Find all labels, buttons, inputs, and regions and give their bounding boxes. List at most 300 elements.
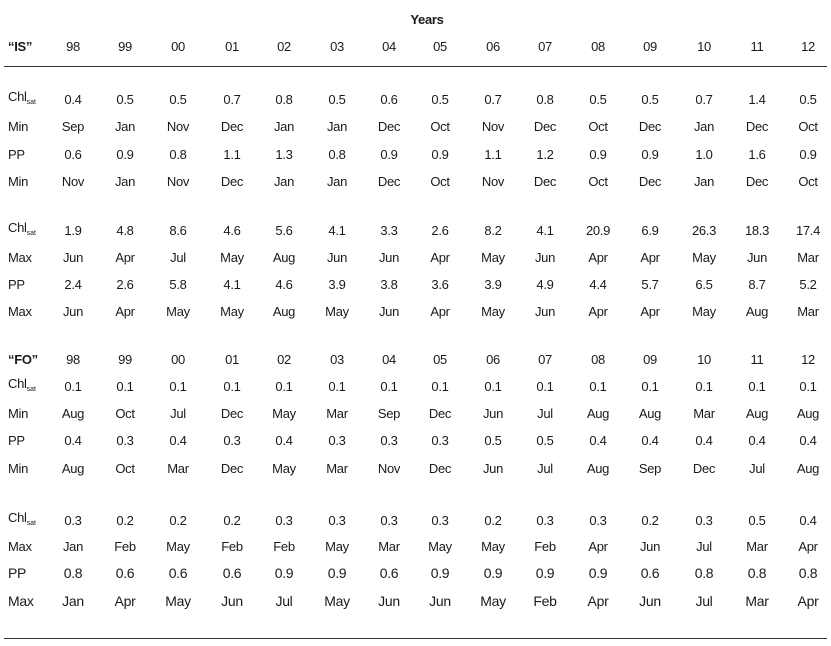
table-cell: 0.9: [641, 147, 659, 162]
table-cell: Jan: [693, 119, 715, 134]
table-cell: 5.8: [169, 277, 187, 292]
table-cell: Dec: [377, 174, 401, 189]
table-cell: May: [692, 304, 716, 319]
table-cell: Oct: [430, 119, 450, 134]
table-cell: 0.2: [169, 513, 187, 528]
table-cell: May: [220, 304, 244, 319]
table-cell: Jul: [170, 250, 186, 265]
table-cell: Oct: [430, 174, 450, 189]
table-cell: 0.1: [223, 379, 241, 394]
table-cell: 0.3: [380, 513, 398, 528]
table-cell: May: [166, 304, 190, 319]
year-header-cell: 02: [277, 352, 291, 367]
table-cell: 20.9: [585, 223, 611, 238]
table-cell: 0.8: [798, 565, 818, 581]
table-cell: 6.9: [641, 223, 659, 238]
row-label: [8, 539, 32, 555]
table-cell: 0.7: [484, 92, 502, 107]
row-label-text: Min: [8, 119, 29, 134]
row-label-text: PP: [8, 433, 25, 448]
table-cell: Jan: [273, 119, 295, 134]
table-cell: 2.6: [116, 277, 134, 292]
row-label-text: Chl: [8, 89, 27, 104]
table-cell: May: [480, 593, 506, 609]
row-label-text: Chl: [8, 220, 27, 235]
table-cell: 3.9: [328, 277, 346, 292]
table-cell: May: [272, 461, 296, 476]
table-cell: May: [481, 250, 505, 265]
table-cell: Jul: [749, 461, 765, 476]
year-header-cell: 00: [171, 352, 185, 367]
table-cell: Aug: [586, 406, 610, 421]
table-cell: 0.5: [116, 92, 134, 107]
year-header-cell: 11: [750, 39, 764, 54]
table-cell: 8.2: [484, 223, 502, 238]
table-cell: Feb: [533, 593, 557, 609]
table-cell: Jun: [62, 250, 84, 265]
year-header-cell: 02: [277, 39, 291, 54]
year-header-cell: 99: [118, 352, 132, 367]
year-header-cell: 04: [382, 39, 396, 54]
table-cell: Jun: [639, 593, 661, 609]
row-label: [8, 376, 36, 398]
table-cell: 0.1: [799, 379, 817, 394]
table-cell: Aug: [796, 461, 820, 476]
year-header-cell: 06: [486, 39, 500, 54]
table-cell: 0.9: [430, 565, 450, 581]
table-cell: Apr: [588, 250, 608, 265]
row-label: [8, 89, 36, 111]
table-cell: Jan: [114, 174, 136, 189]
table-cell: Sep: [61, 119, 85, 134]
table-cell: Jun: [429, 593, 451, 609]
year-header-cell: 08: [591, 352, 605, 367]
table-cell: Apr: [588, 304, 608, 319]
table-cell: Jun: [221, 593, 243, 609]
table-cell: Nov: [481, 174, 505, 189]
table-cell: 0.6: [64, 147, 82, 162]
table-cell: 0.1: [328, 379, 346, 394]
year-header-cell: 08: [591, 39, 605, 54]
table-cell: 18.3: [744, 223, 770, 238]
row-label: [8, 250, 32, 266]
table-cell: Dec: [220, 119, 244, 134]
row-label: [8, 119, 28, 135]
table-cell: 0.3: [536, 513, 554, 528]
table-cell: 0.8: [747, 565, 767, 581]
table-cell: 26.3: [691, 223, 717, 238]
table-cell: Oct: [115, 406, 135, 421]
table-cell: Jun: [639, 539, 661, 554]
row-label-text: Max: [8, 593, 34, 609]
row-label-subscript: sat: [26, 230, 36, 237]
table-cell: Dec: [428, 406, 452, 421]
table-cell: 0.2: [641, 513, 659, 528]
table-cell: 1.2: [536, 147, 554, 162]
table-cell: 0.5: [328, 92, 346, 107]
row-label-text: Min: [8, 174, 29, 189]
table-cell: 1.9: [64, 223, 82, 238]
table-cell: Sep: [638, 461, 662, 476]
year-header-cell: 05: [433, 352, 447, 367]
table-cell: 0.4: [275, 433, 293, 448]
table-cell: Mar: [693, 406, 715, 421]
table-cell: 0.8: [275, 92, 293, 107]
year-header-cell: 03: [330, 352, 344, 367]
table-cell: May: [325, 304, 349, 319]
table-cell: May: [324, 593, 350, 609]
table-cell: Feb: [273, 539, 295, 554]
row-label-text: PP: [8, 565, 27, 581]
row-label-text: Max: [8, 304, 32, 319]
table-cell: 4.8: [116, 223, 134, 238]
year-header-cell: 00: [171, 39, 185, 54]
table-cell: 0.1: [748, 379, 766, 394]
table-cell: 0.8: [694, 565, 714, 581]
year-header-cell: 05: [433, 39, 447, 54]
table-cell: May: [428, 539, 452, 554]
table-cell: Aug: [638, 406, 662, 421]
table-cell: 0.3: [431, 513, 449, 528]
table-cell: 0.3: [116, 433, 134, 448]
table-cell: 0.9: [380, 147, 398, 162]
row-label: [8, 433, 25, 449]
table-cell: 0.3: [275, 513, 293, 528]
table-cell: 0.8: [63, 565, 83, 581]
table-cell: Jun: [746, 250, 768, 265]
row-label-text: Max: [8, 539, 32, 554]
table-cell: 0.5: [748, 513, 766, 528]
row-label: [8, 277, 25, 293]
table-cell: 0.4: [799, 513, 817, 528]
row-label: [8, 174, 28, 190]
table-cell: Aug: [796, 406, 820, 421]
table-cell: 0.4: [64, 433, 82, 448]
table-cell: 0.4: [695, 433, 713, 448]
table-cell: 0.1: [275, 379, 293, 394]
table-cell: Mar: [746, 539, 768, 554]
table-cell: 0.9: [799, 147, 817, 162]
table-cell: 0.4: [169, 433, 187, 448]
table-cell: Dec: [533, 174, 557, 189]
table-cell: Jul: [537, 406, 553, 421]
table-cell: May: [165, 593, 191, 609]
table-cell: 0.3: [223, 433, 241, 448]
table-cell: Dec: [377, 119, 401, 134]
table-cell: Jan: [326, 119, 348, 134]
table-cell: 0.9: [327, 565, 347, 581]
table-cell: Nov: [166, 174, 190, 189]
row-label-text: Chl: [8, 376, 27, 391]
year-header-cell: 12: [801, 39, 815, 54]
table-cell: 0.6: [380, 92, 398, 107]
table-cell: Aug: [272, 304, 296, 319]
table-cell: Apr: [640, 250, 660, 265]
table-cell: 0.8: [328, 147, 346, 162]
table-cell: 0.4: [641, 433, 659, 448]
table-cell: Dec: [638, 119, 662, 134]
table-cell: Jan: [62, 539, 84, 554]
table-cell: Oct: [588, 119, 608, 134]
table-cell: Jun: [534, 250, 556, 265]
year-header-cell: 98: [66, 352, 80, 367]
section-name: “IS”: [8, 39, 33, 54]
table-cell: Jul: [696, 539, 712, 554]
table-cell: 1.1: [484, 147, 502, 162]
table-cell: 0.4: [799, 433, 817, 448]
table-cell: Dec: [638, 174, 662, 189]
row-label-text: Min: [8, 406, 29, 421]
table-cell: Oct: [588, 174, 608, 189]
table-cell: 0.5: [799, 92, 817, 107]
table-cell: 0.3: [695, 513, 713, 528]
table-cell: May: [272, 406, 296, 421]
table-cell: Aug: [272, 250, 296, 265]
table-cell: 0.9: [535, 565, 555, 581]
table-cell: Dec: [220, 406, 244, 421]
years-header: Years: [410, 12, 444, 27]
table-cell: May: [481, 539, 505, 554]
table-cell: 1.4: [748, 92, 766, 107]
table-cell: 0.1: [536, 379, 554, 394]
table-cell: Nov: [166, 119, 190, 134]
table-cell: 1.3: [275, 147, 293, 162]
table-cell: Apr: [587, 593, 609, 609]
row-label: [8, 565, 26, 581]
row-label: [8, 147, 25, 163]
table-cell: 4.6: [223, 223, 241, 238]
table-cell: Apr: [430, 304, 450, 319]
table-cell: Mar: [378, 539, 400, 554]
table-cell: May: [220, 250, 244, 265]
table-cell: Jun: [62, 304, 84, 319]
table-cell: 5.6: [275, 223, 293, 238]
table-cell: 8.7: [748, 277, 766, 292]
table-cell: 0.8: [536, 92, 554, 107]
table-cell: 0.6: [640, 565, 660, 581]
year-header-cell: 10: [697, 39, 711, 54]
table-cell: Dec: [745, 174, 769, 189]
table-cell: 0.3: [380, 433, 398, 448]
table-cell: Aug: [745, 304, 769, 319]
table-cell: 0.7: [695, 92, 713, 107]
table-cell: 4.1: [536, 223, 554, 238]
table-cell: 0.5: [169, 92, 187, 107]
table-cell: 0.6: [168, 565, 188, 581]
table-cell: 0.7: [223, 92, 241, 107]
table-cell: 0.3: [431, 433, 449, 448]
year-header-cell: 11: [750, 352, 764, 367]
table-cell: 0.4: [748, 433, 766, 448]
table-cell: 0.5: [484, 433, 502, 448]
row-label: [8, 220, 36, 242]
table-cell: Dec: [220, 461, 244, 476]
table-cell: 0.9: [116, 147, 134, 162]
row-label-text: PP: [8, 277, 25, 292]
table-cell: Apr: [797, 593, 819, 609]
year-header-cell: 07: [538, 352, 552, 367]
table-cell: 4.1: [223, 277, 241, 292]
table-cell: 0.6: [222, 565, 242, 581]
year-header-cell: 01: [225, 352, 239, 367]
table-cell: Nov: [61, 174, 85, 189]
table-cell: Apr: [640, 304, 660, 319]
table-cell: Mar: [797, 250, 819, 265]
table-cell: May: [692, 250, 716, 265]
table-cell: 0.8: [169, 147, 187, 162]
table-cell: Jul: [537, 461, 553, 476]
table-cell: Apr: [114, 593, 136, 609]
year-header-cell: 12: [801, 352, 815, 367]
year-header-cell: 10: [697, 352, 711, 367]
table-cell: 0.5: [589, 92, 607, 107]
table-cell: Apr: [115, 250, 135, 265]
table-cell: 0.9: [483, 565, 503, 581]
table-cell: 2.4: [64, 277, 82, 292]
table-cell: 0.1: [695, 379, 713, 394]
table-cell: 0.1: [169, 379, 187, 394]
row-label-text: Min: [8, 461, 29, 476]
table-cell: 0.5: [431, 92, 449, 107]
table-cell: 5.7: [641, 277, 659, 292]
table-cell: Mar: [326, 461, 348, 476]
table-cell: Aug: [61, 461, 85, 476]
table-cell: 0.2: [223, 513, 241, 528]
table-cell: 3.6: [431, 277, 449, 292]
table-cell: Jun: [378, 250, 400, 265]
table-cell: 0.3: [328, 513, 346, 528]
table-cell: 6.5: [695, 277, 713, 292]
table-cell: 0.2: [116, 513, 134, 528]
table-cell: 1.0: [695, 147, 713, 162]
table-cell: 0.9: [588, 565, 608, 581]
year-header-cell: 06: [486, 352, 500, 367]
table-cell: Feb: [221, 539, 243, 554]
table-cell: 0.9: [431, 147, 449, 162]
table-cell: Apr: [115, 304, 135, 319]
table-cell: Jun: [378, 593, 400, 609]
table-cell: Jan: [273, 174, 295, 189]
table-cell: Aug: [745, 406, 769, 421]
table-cell: 8.6: [169, 223, 187, 238]
year-header-cell: 03: [330, 39, 344, 54]
table-cell: 0.5: [641, 92, 659, 107]
row-label-subscript: sat: [26, 99, 36, 106]
header-rule: [4, 66, 827, 67]
table-cell: Mar: [326, 406, 348, 421]
table-cell: 4.4: [589, 277, 607, 292]
table-cell: Feb: [114, 539, 136, 554]
table-cell: 0.3: [64, 513, 82, 528]
table-cell: Dec: [692, 461, 716, 476]
table-cell: Nov: [481, 119, 505, 134]
row-label: [8, 406, 28, 422]
row-label-text: Max: [8, 250, 32, 265]
table-cell: 0.1: [431, 379, 449, 394]
row-label: [8, 593, 34, 609]
table-cell: Jul: [275, 593, 293, 609]
table-cell: 0.9: [274, 565, 294, 581]
table-cell: May: [166, 539, 190, 554]
table-cell: Nov: [377, 461, 401, 476]
table-cell: Mar: [797, 304, 819, 319]
year-header-cell: 04: [382, 352, 396, 367]
year-header-cell: 99: [118, 39, 132, 54]
table-cell: 4.1: [328, 223, 346, 238]
table-cell: Sep: [377, 406, 401, 421]
table-cell: 0.2: [484, 513, 502, 528]
year-header-cell: 07: [538, 39, 552, 54]
table-cell: Oct: [115, 461, 135, 476]
row-label-text: Chl: [8, 510, 27, 525]
year-header-cell: 98: [66, 39, 80, 54]
table-cell: 4.6: [275, 277, 293, 292]
table-cell: Dec: [428, 461, 452, 476]
row-label-text: PP: [8, 147, 25, 162]
bottom-rule: [4, 638, 827, 639]
table-cell: 1.6: [748, 147, 766, 162]
row-label: [8, 510, 36, 532]
row-label-subscript: sat: [26, 520, 36, 527]
table-cell: 0.4: [64, 92, 82, 107]
table-cell: Apr: [798, 539, 818, 554]
table-cell: 0.9: [589, 147, 607, 162]
table-cell: 3.8: [380, 277, 398, 292]
table-cell: 0.1: [64, 379, 82, 394]
table-cell: 3.3: [380, 223, 398, 238]
table-cell: 0.6: [115, 565, 135, 581]
row-label: [8, 304, 32, 320]
year-header-cell: 09: [643, 352, 657, 367]
table-cell: Jun: [378, 304, 400, 319]
table-cell: Jan: [326, 174, 348, 189]
table-cell: 0.1: [116, 379, 134, 394]
table-cell: Jan: [114, 119, 136, 134]
table-cell: Dec: [533, 119, 557, 134]
table-cell: 3.9: [484, 277, 502, 292]
table-cell: Jun: [482, 406, 504, 421]
table-cell: 0.1: [589, 379, 607, 394]
table-cell: Dec: [220, 174, 244, 189]
table-cell: May: [325, 539, 349, 554]
table-cell: Jun: [534, 304, 556, 319]
table-cell: 0.1: [484, 379, 502, 394]
table-cell: 4.9: [536, 277, 554, 292]
table-cell: Feb: [534, 539, 556, 554]
table-cell: 0.6: [379, 565, 399, 581]
table-cell: Jul: [170, 406, 186, 421]
table-cell: Aug: [586, 461, 610, 476]
table-cell: Mar: [745, 593, 769, 609]
table-cell: 0.1: [641, 379, 659, 394]
section-name: “FO”: [8, 352, 38, 367]
table-cell: Oct: [798, 119, 818, 134]
table-cell: 0.5: [536, 433, 554, 448]
table-cell: Jan: [693, 174, 715, 189]
table-cell: May: [481, 304, 505, 319]
table-cell: 0.4: [589, 433, 607, 448]
table-cell: 0.3: [328, 433, 346, 448]
table-cell: Jul: [695, 593, 713, 609]
year-header-cell: 09: [643, 39, 657, 54]
table-cell: Jun: [482, 461, 504, 476]
row-label: [8, 461, 28, 477]
table-cell: 0.3: [589, 513, 607, 528]
table-cell: Apr: [588, 539, 608, 554]
row-label-subscript: sat: [26, 386, 36, 393]
table-cell: Oct: [798, 174, 818, 189]
table-cell: Jun: [326, 250, 348, 265]
